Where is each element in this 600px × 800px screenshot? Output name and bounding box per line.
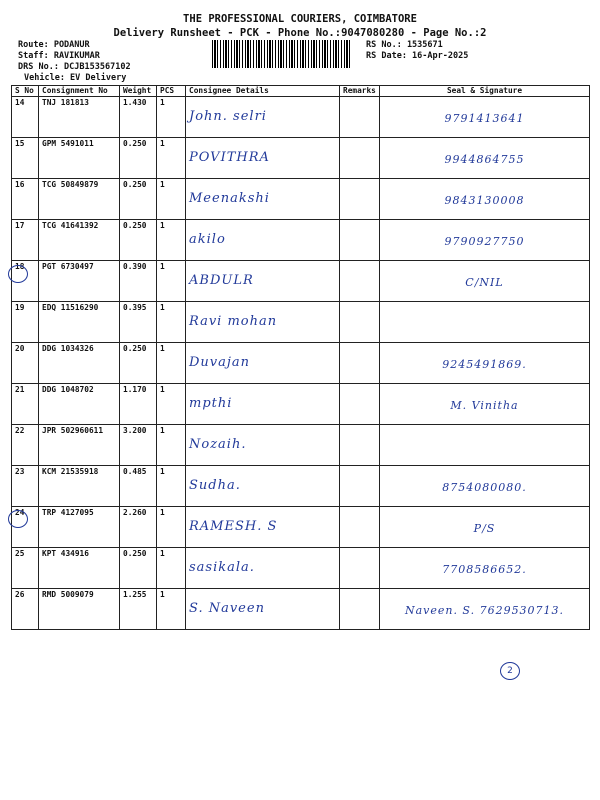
table-row	[12, 97, 590, 138]
col-consignee: Consignee Details	[186, 86, 340, 97]
consignee-cell	[186, 343, 340, 384]
weight-cell: 0.250	[120, 548, 157, 589]
handwritten-signature: 9790927750	[444, 235, 525, 248]
consignee-cell	[186, 425, 340, 466]
sno-cell: 20	[12, 343, 39, 384]
sno-cell: 22	[12, 425, 39, 466]
table-row	[12, 548, 590, 589]
signature-cell	[380, 220, 590, 261]
consignment-cell: KCM 21535918	[39, 466, 120, 507]
pcs-cell: 1	[157, 220, 186, 261]
sno-cell: 23	[12, 466, 39, 507]
pcs-cell: 1	[157, 179, 186, 220]
weight-cell: 2.260	[120, 507, 157, 548]
consignee-cell	[186, 507, 340, 548]
signature-cell	[380, 507, 590, 548]
barcode	[212, 40, 352, 68]
pcs-cell: 1	[157, 343, 186, 384]
weight-cell: 1.430	[120, 97, 157, 138]
table-row	[12, 302, 590, 343]
consignee-cell	[186, 220, 340, 261]
table-row	[12, 179, 590, 220]
signature-cell	[380, 548, 590, 589]
pcs-cell: 1	[157, 384, 186, 425]
handwritten-name: mpthi	[189, 396, 233, 411]
table-row	[12, 138, 590, 179]
consignment-cell: GPM 5491011	[39, 138, 120, 179]
runsheet-subtitle: Delivery Runsheet - PCK - Phone No.:9047080280 - Page No.:2	[113, 27, 487, 39]
consignment-cell: EDQ 11516290	[39, 302, 120, 343]
handwritten-name: John. selri	[189, 109, 267, 124]
sno-cell: 14	[12, 97, 39, 138]
consignment-cell: TNJ 181813	[39, 97, 120, 138]
company-title: THE PROFESSIONAL COURIERS, COIMBATORE	[183, 13, 417, 25]
sno-cell: 24	[12, 507, 39, 548]
route-label: Route: PODANUR	[18, 40, 90, 50]
handwritten-circle-mark	[8, 510, 28, 528]
handwritten-signature: M. Vinitha	[450, 399, 519, 412]
remarks-cell	[340, 97, 380, 138]
meta-left	[18, 40, 131, 84]
consignment-cell: RMD 5009079	[39, 589, 120, 630]
table-row	[12, 343, 590, 384]
consignment-cell: DDG 1048702	[39, 384, 120, 425]
handwritten-signature: P/S	[473, 522, 496, 535]
pcs-cell: 1	[157, 261, 186, 302]
consignee-cell	[186, 179, 340, 220]
weight-cell: 1.170	[120, 384, 157, 425]
sno-cell: 19	[12, 302, 39, 343]
weight-cell: 0.250	[120, 343, 157, 384]
signature-cell	[380, 589, 590, 630]
signature-cell	[380, 179, 590, 220]
handwritten-name: RAMESH. S	[189, 519, 278, 534]
vehicle-label: Vehicle: EV Delivery	[24, 73, 127, 83]
table-row	[12, 507, 590, 548]
col-pcs: PCS	[157, 86, 186, 97]
signature-cell	[380, 384, 590, 425]
consignment-cell: DDG 1034326	[39, 343, 120, 384]
weight-cell: 3.200	[120, 425, 157, 466]
weight-cell: 0.395	[120, 302, 157, 343]
consignee-cell	[186, 548, 340, 589]
signature-cell	[380, 466, 590, 507]
page-number-mark: 2	[500, 662, 520, 680]
remarks-cell	[340, 548, 380, 589]
staff-label: Staff: RAVIKUMAR	[18, 51, 100, 61]
pcs-cell: 1	[157, 425, 186, 466]
handwritten-name: Nozaih.	[189, 437, 247, 452]
weight-cell: 0.250	[120, 179, 157, 220]
consignee-cell	[186, 261, 340, 302]
handwritten-name: POVITHRA	[189, 150, 270, 165]
consignee-cell	[186, 97, 340, 138]
handwritten-name: sasikala.	[189, 560, 255, 575]
consignee-cell	[186, 302, 340, 343]
handwritten-signature: 9245491869.	[442, 358, 527, 371]
drs-label: DRS No.: DCJB153567102	[18, 62, 131, 72]
pcs-cell: 1	[157, 302, 186, 343]
remarks-cell	[340, 138, 380, 179]
table-row	[12, 261, 590, 302]
weight-cell: 0.390	[120, 261, 157, 302]
remarks-cell	[340, 220, 380, 261]
runsheet-table	[11, 85, 590, 630]
handwritten-signature: 9944864755	[444, 153, 525, 166]
consignment-cell: TRP 4127095	[39, 507, 120, 548]
remarks-cell	[340, 507, 380, 548]
col-signature: Seal & Signature	[380, 86, 590, 97]
consignee-cell	[186, 138, 340, 179]
consignment-cell: KPT 434916	[39, 548, 120, 589]
handwritten-name: Sudha.	[189, 478, 241, 493]
pcs-cell: 1	[157, 548, 186, 589]
col-sno: S No	[12, 86, 39, 97]
meta-right	[366, 40, 468, 62]
handwritten-name: Meenakshi	[189, 191, 270, 206]
remarks-cell	[340, 466, 380, 507]
table-row	[12, 589, 590, 630]
table-row	[12, 466, 590, 507]
consignment-cell: TCG 41641392	[39, 220, 120, 261]
remarks-cell	[340, 384, 380, 425]
sno-cell: 15	[12, 138, 39, 179]
sno-cell: 26	[12, 589, 39, 630]
remarks-cell	[340, 589, 380, 630]
remarks-cell	[340, 302, 380, 343]
table-row	[12, 425, 590, 466]
rs-date: RS Date: 16-Apr-2025	[366, 51, 469, 61]
handwritten-signature: 9843130008	[444, 194, 525, 207]
handwritten-signature: 7708586652.	[442, 563, 527, 576]
signature-cell	[380, 138, 590, 179]
remarks-cell	[340, 179, 380, 220]
table-header-row	[12, 86, 590, 97]
handwritten-signature: 9791413641	[444, 112, 525, 125]
consignee-cell	[186, 466, 340, 507]
weight-cell: 1.255	[120, 589, 157, 630]
handwritten-name: akilo	[189, 232, 226, 247]
pcs-cell: 1	[157, 589, 186, 630]
consignee-cell	[186, 589, 340, 630]
remarks-cell	[340, 343, 380, 384]
weight-cell: 0.250	[120, 220, 157, 261]
sno-cell: 25	[12, 548, 39, 589]
handwritten-name: ABDULR	[189, 273, 254, 288]
signature-cell	[380, 343, 590, 384]
consignment-cell: TCG 50849879	[39, 179, 120, 220]
remarks-cell	[340, 261, 380, 302]
col-remarks: Remarks	[340, 86, 380, 97]
table-row	[12, 220, 590, 261]
pcs-cell: 1	[157, 507, 186, 548]
sno-cell: 18	[12, 261, 39, 302]
signature-cell	[380, 302, 590, 343]
consignee-cell	[186, 384, 340, 425]
col-weight: Weight	[120, 86, 157, 97]
handwritten-signature: C/NIL	[465, 276, 504, 289]
sno-cell: 21	[12, 384, 39, 425]
signature-cell	[380, 261, 590, 302]
col-consignment: Consignment No	[39, 86, 120, 97]
pcs-cell: 1	[157, 138, 186, 179]
weight-cell: 0.485	[120, 466, 157, 507]
handwritten-name: Duvajan	[189, 355, 251, 370]
handwritten-signature: 8754080080.	[442, 481, 527, 494]
signature-cell	[380, 425, 590, 466]
sno-cell: 17	[12, 220, 39, 261]
handwritten-name: S. Naveen	[189, 601, 265, 616]
pcs-cell: 1	[157, 466, 186, 507]
sno-cell: 16	[12, 179, 39, 220]
handwritten-signature: Naveen. S. 7629530713.	[404, 604, 565, 617]
weight-cell: 0.250	[120, 138, 157, 179]
remarks-cell	[340, 425, 380, 466]
table-row	[12, 384, 590, 425]
signature-cell	[380, 97, 590, 138]
consignment-cell: JPR 502960611	[39, 425, 120, 466]
consignment-cell: PGT 6730497	[39, 261, 120, 302]
handwritten-name: Ravi mohan	[189, 314, 278, 329]
rs-number: RS No.: 1535671	[366, 40, 443, 50]
handwritten-circle-mark	[8, 265, 28, 283]
pcs-cell: 1	[157, 97, 186, 138]
